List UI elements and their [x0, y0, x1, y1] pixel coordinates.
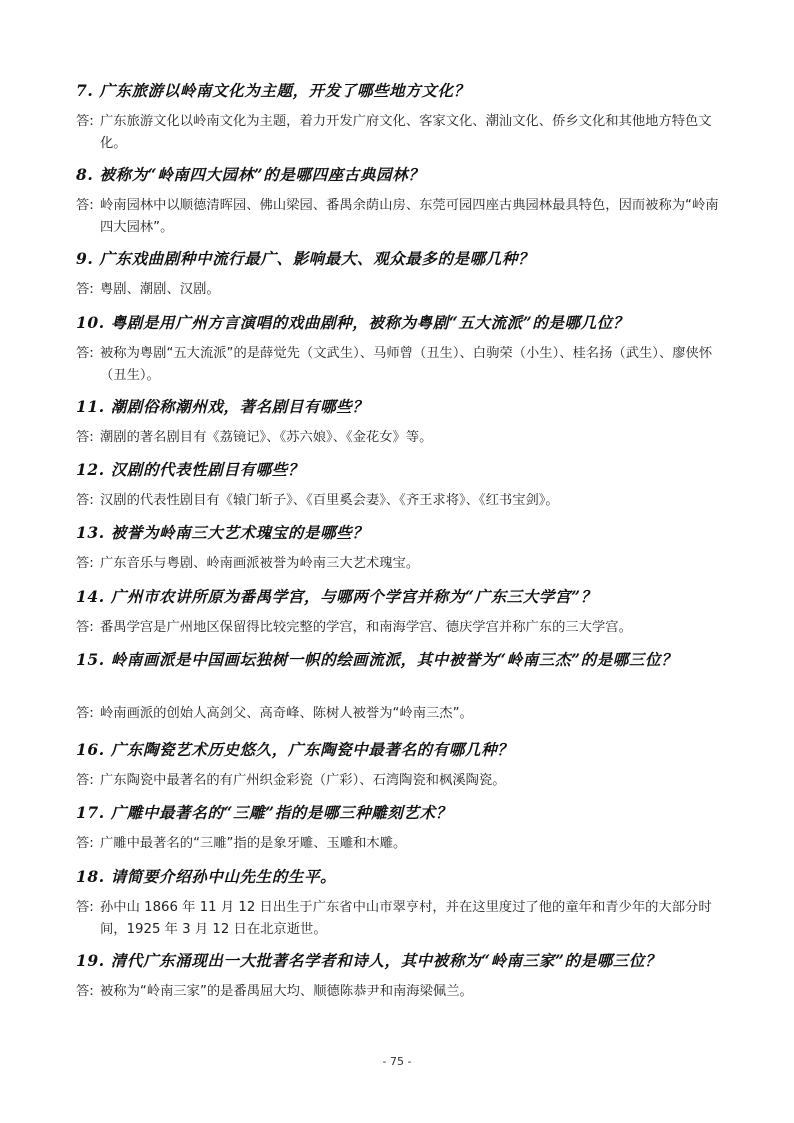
- qa-item-15: [76, 649, 731, 725]
- answer-text: 广东音乐与粤剧、岭南画派被誉为岭南三大艺术瑰宝。: [100, 556, 420, 571]
- answer-prefix: 答:: [76, 493, 94, 508]
- answer-prefix: 答:: [76, 556, 94, 571]
- answer-text: 汉剧的代表性剧目有《辕门斩子》、《百里奚会妻》、《齐王求将》、《红书宝剑》。: [100, 493, 559, 508]
- question-heading: 12. 汉剧的代表性剧目有哪些？: [76, 460, 304, 479]
- qa-item-11: [76, 396, 731, 449]
- qa-item-17: [76, 802, 731, 855]
- answer-block: [76, 553, 731, 575]
- answer-text: 粤剧、潮剧、汉剧。: [100, 282, 220, 297]
- question-heading: 18. 请简要介绍孙中山先生的生平。: [76, 867, 337, 886]
- question-heading: 10. 粤剧是用广州方言演唱的戏曲剧种，被称为粤剧“五大流派”的是哪几位？: [76, 313, 629, 332]
- answer-block: [76, 770, 731, 792]
- answer-text: 孙中山 1866 年 11 月 12 日出生于广东省中山市翠亨村，并在这里度过了他的童年和青少年的大部分时间，1925 年 3 月 12 日在北京逝世。: [100, 900, 712, 937]
- answer-text: 岭南园林中以顺德清晖园、佛山梁园、番禺余荫山房、东莞可园四座古典园林最具特色，因而被称为“岭南四大园林”。: [100, 198, 719, 235]
- qa-item-13: [76, 522, 731, 575]
- question-heading: 17. 广雕中最著名的“三雕”指的是哪三种雕刻艺术？: [76, 803, 452, 822]
- qa-item-10: [76, 312, 731, 387]
- answer-text: 广东陶瓷中最著名的有广州织金彩瓷（广彩）、石湾陶瓷和枫溪陶瓷。: [100, 773, 506, 788]
- answer-block: [76, 617, 731, 639]
- answer-prefix: 答:: [76, 198, 94, 213]
- answer-block: [76, 111, 731, 155]
- answer-prefix: 答:: [76, 346, 94, 361]
- answer-prefix: 答:: [76, 836, 94, 851]
- answer-prefix: 答:: [76, 430, 94, 445]
- answer-block: [76, 490, 731, 512]
- qa-item-8: [76, 164, 731, 239]
- answer-prefix: 答:: [76, 773, 94, 788]
- answer-text: 岭南画派的创始人高剑父、高奇峰、陈树人被誉为“岭南三杰”。: [100, 706, 473, 721]
- answer-prefix: 答:: [76, 984, 94, 999]
- qa-item-7: [76, 80, 731, 155]
- answer-block: [76, 981, 731, 1003]
- answer-block: [76, 427, 731, 449]
- qa-item-14: [76, 586, 731, 639]
- qa-item-16: [76, 739, 731, 792]
- answer-block: [76, 833, 731, 855]
- qa-item-9: [76, 248, 731, 301]
- question-heading: 8. 被称为“岭南四大园林”的是哪四座古典园林？: [76, 165, 425, 184]
- question-heading: 11. 潮剧俗称潮州戏，著名剧目有哪些？: [76, 397, 369, 416]
- answer-prefix: 答:: [76, 706, 94, 721]
- question-heading: 9. 广东戏曲剧种中流行最广、影响最大、观众最多的是哪几种？: [76, 249, 535, 268]
- answer-prefix: 答:: [76, 114, 94, 129]
- answer-block: [76, 703, 731, 725]
- question-heading: 16. 广东陶瓷艺术历史悠久，广东陶瓷中最著名的有哪几种？: [76, 740, 514, 759]
- answer-block: [76, 195, 731, 239]
- answer-text: 被称为粤剧“五大流派”的是薛觉先（文武生）、马师曾（丑生）、白驹荣（小生）、桂名扬（武生）、廖侠怀（丑生）。: [100, 346, 713, 383]
- answer-prefix: 答:: [76, 282, 94, 297]
- answer-text: 广雕中最著名的“三雕”指的是象牙雕、玉雕和木雕。: [100, 836, 407, 851]
- answer-block: [76, 897, 731, 941]
- answer-text: 被称为“岭南三家”的是番禺屈大均、顺德陈恭尹和南海梁佩兰。: [100, 984, 473, 999]
- answer-block: [76, 343, 731, 387]
- question-heading: 13. 被誉为岭南三大艺术瑰宝的是哪些？: [76, 523, 369, 542]
- question-heading: 15. 岭南画派是中国画坛独树一帜的绘画流派，其中被誉为“岭南三杰”的是哪三位？: [76, 650, 678, 669]
- answer-prefix: 答:: [76, 620, 94, 635]
- qa-item-12: [76, 459, 731, 512]
- question-heading: 14. 广州市农讲所原为番禺学宫，与哪两个学宫并称为“广东三大学宫”？: [76, 587, 597, 606]
- question-heading: 7. 广东旅游以岭南文化为主题，开发了哪些地方文化？: [76, 81, 470, 100]
- qa-item-18: [76, 866, 731, 941]
- answer-block: [76, 279, 731, 301]
- answer-text: 潮剧的著名剧目有《荔镜记》、《苏六娘》、《金花女》等。: [100, 430, 433, 445]
- question-heading: 19. 清代广东涌现出一大批著名学者和诗人，其中被称为“岭南三家”的是哪三位？: [76, 951, 662, 970]
- answer-prefix: 答:: [76, 900, 94, 915]
- answer-text: 广东旅游文化以岭南文化为主题，着力开发广府文化、客家文化、潮汕文化、侨乡文化和其他地方特色文化。: [100, 114, 712, 151]
- page-number: - 75 -: [382, 1055, 412, 1068]
- qa-item-19: [76, 950, 731, 1003]
- answer-text: 番禺学宫是广州地区保留得比较完整的学宫，和南海学宫、德庆学宫并称广东的三大学宫。: [100, 620, 632, 635]
